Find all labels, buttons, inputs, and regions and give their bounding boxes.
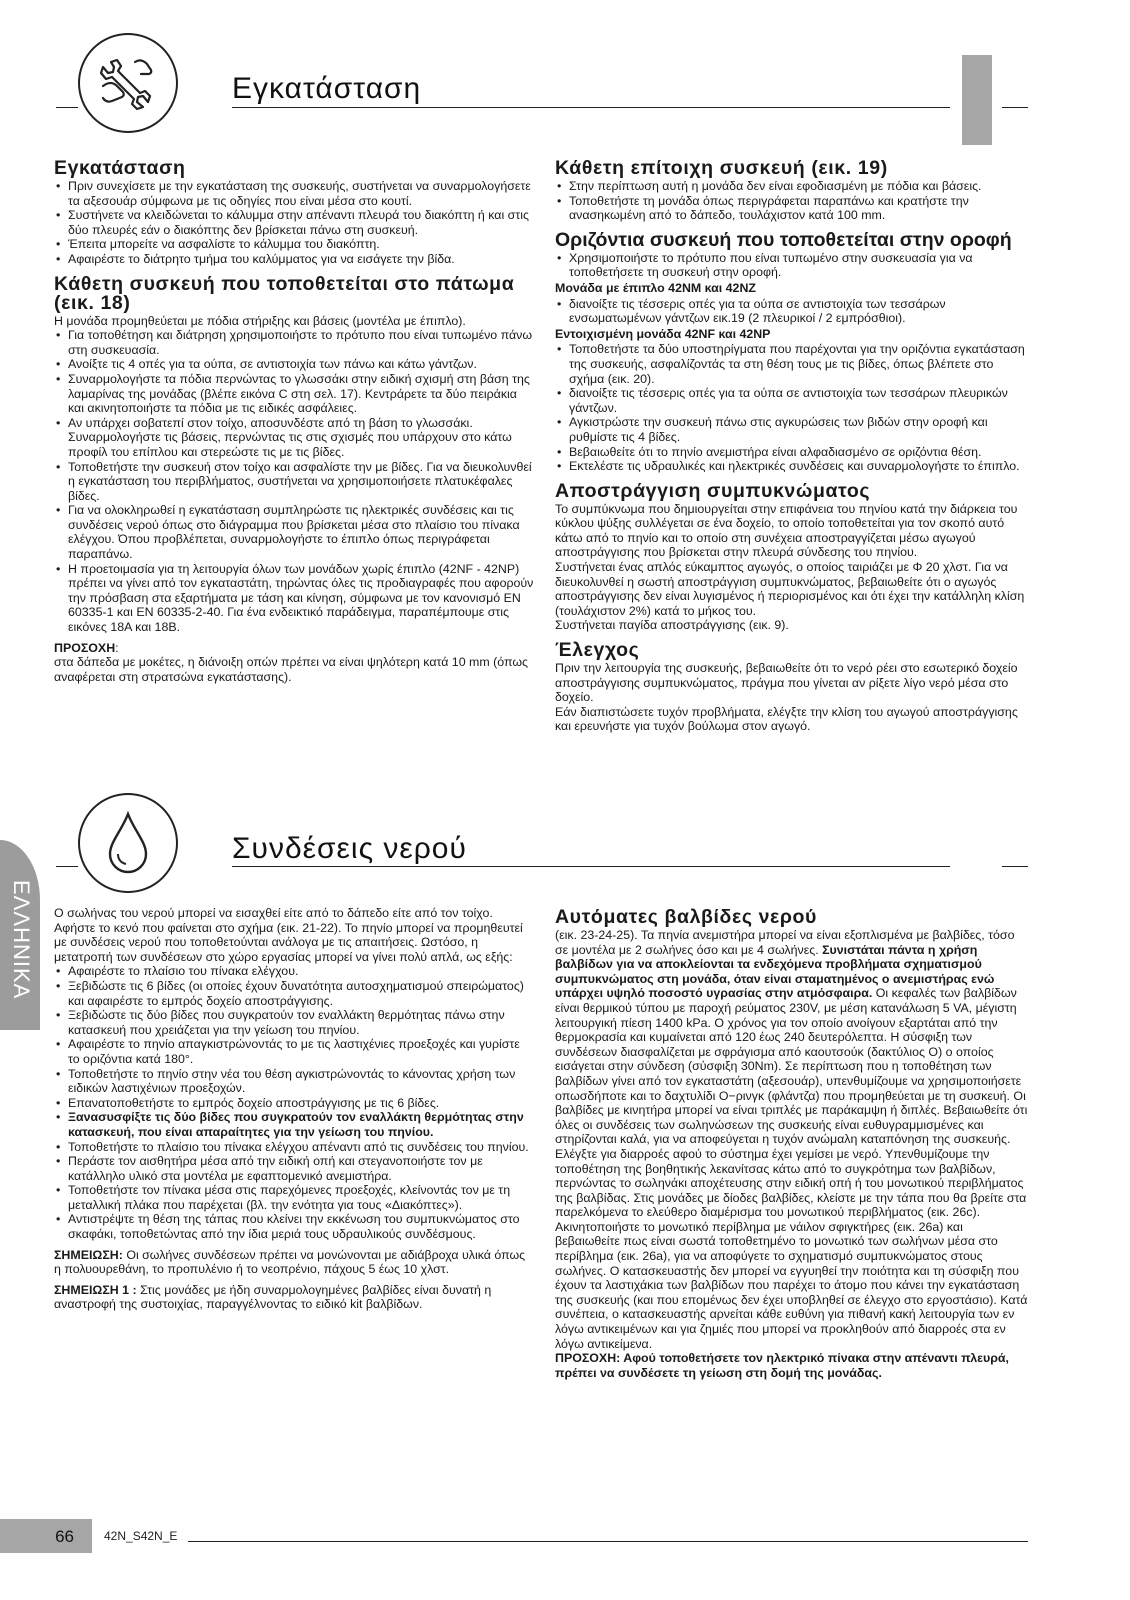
list-item: • Αφαιρέστε το πλαίσιο του πίνακα ελέγχου. (54, 964, 534, 979)
auto-valves-intro: (εικ. 23-24-25). Τα πηνία ανεμιστήρα μπορεί να είναι εξοπλισμένα με βαλβίδες, τόσο σε μοντέλα με 2 σωλήνες όσο και με 4 σωλήνες. (555, 928, 1015, 957)
condensate-drain-text-1: Το συμπύκνωμα που δημιουργείται στην επιφάνεια του πηνίου κατά την διάρκεια του κύκλου ψύξης συλλέγεται σε ένα δοχείο, το οποίο τοποθετείται για τον σκοπό αυτό κάτω από το πηνίο και το οποίο στη συνέχεια αποστραγγίζεται μέσω αγωγού αποστράγγισης που βρίσκεται στην πλευρά σύνδεσης του πηνίου. (555, 501, 1018, 560)
water-left-column (54, 906, 534, 1312)
list-item: • Για να ολοκληρωθεί η εγκατάσταση συμπληρώστε τις ηλεκτρικές συνδέσεις και τις συνδέσεις νερού όπως στο διάγραμμα που βρίσκεται μέσα στο πλαίσιο του πίνακα ελέγχου. Όπου προβλέπεται, συναρμολογήστε το έπιπλο όπως περιγράφεται παραπάνω. (54, 503, 534, 561)
water-right-column (555, 902, 1030, 1380)
ceiling-unit-bullets (555, 251, 1030, 280)
list-item: • διανοίξτε τις τέσσερις οπές για τα ούπα σε αντιστοιχία των τεσσάρων ενσωματωμένων γάντζων εικ.19 (2 πλευρικοί / 2 εμπρόσθιοι). (555, 297, 1030, 326)
cabinet-unit-bullets (555, 297, 1030, 326)
installation-bullets (54, 179, 534, 267)
water-section-title: Συνδέσεις νερού (232, 832, 467, 865)
installation-right-column (555, 153, 1030, 734)
list-item: • Τοποθετήστε το πλαίσιο του πίνακα ελέγχου απέναντι από τις συνδέσεις του πηνίου. (54, 1140, 534, 1155)
floor-unit-bullets (54, 328, 534, 634)
auto-valves-caution-text: ΠΡΟΣΟΧΗ: Αφού τοποθετήσετε τον ηλεκτρικό πίνακα στην απέναντι πλευρά, πρέπει να συνδέσετε τη γείωση στη δομή της μονάδας. (555, 1351, 1009, 1380)
language-side-tab-label: ΕΛΛΗΝΙΚΑ (9, 880, 34, 1000)
wall-unit-bullets (555, 179, 1030, 223)
list-item: • Χρησιμοποιήστε το πρότυπο που είναι τυπωμένο στην συσκευασία για να τοποθετήσετε τη συσκευή στην οροφή. (555, 251, 1030, 280)
water-drop-icon (78, 793, 178, 893)
water-rule-left (56, 866, 78, 867)
floor-unit-heading: Κάθετη συσκευή που τοποθετείται στο πάτωμα (εικ. 18) (54, 272, 515, 314)
list-item: • Για τοποθέτηση και διάτρηση χρησιμοποιήστε το πρότυπο που είναι τυπωμένο πάνω στη συσκευασία. (54, 328, 534, 357)
note-1 (54, 1248, 534, 1277)
header-rule-left (56, 107, 78, 108)
list-item: • Αν υπάρχει σοβατεπί στον τοίχο, αποσυνδέστε από τη βάση το γλωσσάκι. Συναρμολογήστε τις βάσεις, περνώντας τις στις σχισμές που υπάρχουν στο κάτω προφίλ του επίπλου και στερεώστε τις με τις βίδες. (54, 416, 534, 460)
language-side-tab (0, 840, 40, 1030)
header-rule-main (232, 107, 950, 108)
water-rule-main (232, 866, 950, 867)
list-item: • Επανατοποθετήστε το εμπρός δοχείο αποστράγγισης με τις 6 βίδες. (54, 1096, 534, 1111)
list-item: • Τοποθετήστε τη μονάδα όπως περιγράφεται παραπάνω και κρατήστε την ανασηκωμένη από το δάπεδο, τουλάχιστον κατά 100 mm. (555, 194, 1030, 223)
list-item: • Αντιστρέψτε τη θέση της τάπας που κλείνει την εκκένωση του συμπυκνώματος στο σκαφάκι, τοποθετώντας από την ίδια μεριά τους υδραυλικούς συνδέσμους. (54, 1212, 534, 1241)
list-item: • Πριν συνεχίσετε με την εγκατάσταση της συσκευής, συστήνεται να συναρμολογήσετε τα αξεσουάρ σύμφωνα με τις οδηγίες που είναι μέσα στο κουτί. (54, 179, 534, 208)
list-item: • Συναρμολογήστε τα πόδια περνώντας το γλωσσάκι στην ειδική σχισμή στη βάση της λαμαρίνας της μονάδας (βλέπε εικόνα C στη σελ. 17). Κεντράρετε τα δύο πειράκια και ακινητοποιήστε τα πόδια με τις ειδικές ασφάλειες. (54, 372, 534, 416)
floor-unit-intro: Η μονάδα προμηθεύεται με πόδια στήριξης και βάσεις (μοντέλα με έπιπλο). (54, 313, 466, 328)
installation-heading: Εγκατάσταση (54, 157, 186, 179)
check-text-1: Πριν την λειτουργία της συσκευής, βεβαιωθείτε ότι το νερό ρέει στο εσωτερικό δοχείο αποστράγγισης συμπυκνώματος, πράγμα που γίνεται αν ρίξετε λίγο νερό μέσα στο δοχείο. (555, 661, 1018, 705)
header-grey-tab (962, 55, 992, 145)
list-item: • Τοποθετήστε το πηνίο στην νέα του θέση αγκιστρώνοντάς το κάνοντας χρήση των ειδικών λαστιχένιων προεξοχών. (54, 1067, 534, 1096)
footer-page-tab (0, 1519, 92, 1553)
list-item: • Ξεβιδώστε τις δύο βίδες που συγκρατούν τον εναλλάκτη θερμότητας πάνω στην κατασκευή που χρειάζεται για την γείωση του πηνίου. (54, 1008, 534, 1037)
auto-valves-text (555, 928, 1030, 1351)
water-intro: Ο σωλήνας του νερού μπορεί να εισαχθεί είτε από το δάπεδο είτε από τον τοίχο. Αφήστε το κενό που φαίνεται στο σχήμα (εικ. 21-22). Το πηνίο μπορεί να προμηθευτεί με συνδέσεις νερού που τοποθετούνται ανάλογα με τις απαιτήσεις. Ωστόσο, η μετατροπή των συνδέσεων στο χώρο εργασίας μπορεί να γίνει πολύ απλά, ως εξής: (54, 906, 523, 964)
list-item: • Τοποθετήστε τα δύο υποστηρίγματα που παρέχονται για την οριζόντια εγκατάσταση της συσκευής, ασφαλίζοντάς τα στη θέση τους με τις βίδες, όπως βλέπετε στο σχήμα (εικ. 20). (555, 342, 1030, 386)
condensate-drain-heading: Αποστράγγιση συμπυκνώματος (555, 479, 871, 502)
list-item: • Στην περίπτωση αυτή η μονάδα δεν είναι εφοδιασμένη με πόδια και βάσεις. (555, 179, 1030, 194)
doc-code: 42N_S42N_E (104, 1529, 178, 1543)
list-item: • Αφαιρέστε το διάτρητο τμήμα του καλύμματος για να εισάγετε την βίδα. (54, 252, 534, 267)
water-steps-bullets (54, 964, 534, 1241)
auto-valves-caution (555, 1351, 1030, 1380)
check-text-2: Εάν διαπιστώσετε τυχόν προβλήματα, ελέγξτε την κλίση του αγωγού αποστράγγισης και ερευνήστε για τυχόν βούλωμα στον αγωγό. (555, 704, 1018, 734)
list-item: • Εκτελέστε τις υδραυλικές και ηλεκτρικές συνδέσεις και συναρμολογήστε το έπιπλο. (555, 459, 1030, 474)
list-item: • Αφαιρέστε το πηνίο απαγκιστρώνοντάς το με τις λαστιχένιες προεξοχές και γυρίστε το οριζόντια κατά 180°. (54, 1037, 534, 1066)
list-item: • Έπειτα μπορείτε να ασφαλίστε το κάλυμμα του διακόπτη. (54, 237, 534, 252)
note-1-text: Οι σωλήνες συνδέσεων πρέπει να μονώνονται με αδιάβροχα υλικά όπως η πολυουρεθάνη, το προπυλένιο ή το νεοπρένιο, πάχους 5 έως 10 χλστ. (54, 1247, 526, 1277)
list-item: • Η προετοιμασία για τη λειτουργία όλων των μονάδων χωρίς έπιπλο (42NF - 42NP) πρέπει να γίνει από τον εγκαταστάτη, τηρώντας όλες τις προδιαγραφές που αφορούν την πρόσβαση στα εξαρτήματα με τάση και κίνηση, σύμφωνα με τον κανονισμό EN 60335-1 και EN 60335-2-40. Για ένα ενδεικτικό παράδειγμα, παραπέμπουμε στις εικόνες 18A και 18B. (54, 562, 534, 635)
list-item: • Ξεβιδώστε τις 6 βίδες (οι οποίες έχουν δυνατότητα αυτοσχηματισμού σπειρώματος) και αφαιρέστε το εμπρός δοχείο αποστράγγισης. (54, 979, 534, 1008)
wrench-hands-icon (78, 33, 178, 133)
recessed-unit-bullets (555, 342, 1030, 473)
list-item: • Περάστε τον αισθητήρα μέσα από την ειδική οπή και στεγανοποιήστε τον με κατάλληλο υλικό στα μοντέλα με εφαπτομενικό ανεμιστήρα. (54, 1154, 534, 1183)
condensate-drain-text-3: Συστήνεται παγίδα αποστράγγισης (εικ. 9). (555, 618, 789, 633)
check-heading: Έλεγχος (555, 639, 640, 662)
note-2 (54, 1283, 534, 1312)
list-item: • Ανοίξτε τις 4 οπές για τα ούπα, σε αντιστοιχία των πάνω και κάτω γάντζων. (54, 357, 534, 372)
condensate-drain-text-2: Συστήνεται ένας απλός εύκαμπτος αγωγός, ο οποίος ταιριάζει με Φ 20 χλστ. Για να διευκολυνθεί η σωστή αποστράγγιση συμπυκνώματος, βεβαιωθείτε ότι ο αγωγός αποστράγγισης δεν είναι λυγισμένος ή περιορισμένος και ότι έχει την κατάλληλη κλίση (τουλάχιστον 2%) κατά το μήκος του. (555, 560, 1025, 618)
list-item: • Συστήνετε να κλειδώνεται το κάλυμμα στην απέναντι πλευρά του διακόπτη ή και στις δύο πλευρές εάν ο διακόπτης δεν βρίσκεται πάνω στη συσκευή. (54, 208, 534, 237)
list-item-bold (54, 1110, 534, 1139)
list-item: • Βεβαιωθείτε ότι το πηνίο ανεμιστήρα είναι αλφαδιασμένο σε οριζόντια θέση. (555, 445, 1030, 460)
note-1-label: ΣΗΜΕΙΩΣΗ: (54, 1247, 123, 1262)
bold-step-text: Ξανασυσφίξτε τις δύο βίδες που συγκρατούν τον εναλλάκτη θερμότητας στην κατασκευή, που είναι απαραίτητες για την γείωση του πηνίου. (68, 1110, 524, 1139)
list-item: • Τοποθετήστε την συσκευή στον τοίχο και ασφαλίστε την με βίδες. Για να διευκολυνθεί η εγκατάσταση του περιβλήματος, συστήνεται να χρησιμοποιήσετε πλατυκέφαλες βίδες. (54, 460, 534, 504)
cabinet-unit-subheading: Μονάδα με έπιπλο 42NM και 42NZ (555, 280, 756, 295)
note-2-text: Στις μονάδες με ήδη συναρμολογημένες βαλβίδες είναι δυνατή η αναστροφή της συστοιχίας, παραγγέλνοντας το ειδικό kit βαλβίδων. (54, 1282, 492, 1312)
auto-valves-bold: Συνιστάται πάντα η χρήση βαλβίδων για να αποκλείονται τα ενδεχόμενα προβλήματα σχηματισμού συμπυκνώματος στη μονάδα, όταν είναι σταματημένος ο ανεμιστήρας ενώ υπάρχει υψηλό ποσοστό υγρασίας στην ατμόσφαιρα. (555, 942, 995, 1001)
footer-rule (188, 1541, 1028, 1542)
caution-label: ΠΡΟΣΟΧΗ (54, 640, 116, 655)
wall-unit-heading: Κάθετη επίτοιχη συσκευή (εικ. 19) (555, 157, 888, 179)
installation-left-column: Εγκατάσταση • Πριν συνεχίσετε με την εγκατάσταση της συσκευής, συστήνεται να συναρμολογήσετε τα αξεσουάρ σύμφωνα με τις οδηγίες που είναι μέσα στο κουτί. • Συστήνετε να κλειδώνεται το κάλυμμα στην απέναντι πλευρά του διακόπτη ή και στις δύο πλευρές εάν ο διακόπτης δεν βρίσκεται πάνω στη συσκευή. • Έπειτα μπορείτε να ασφαλίστε το κάλυμμα του διακόπτη. • Αφαιρέστε το διάτρητο τμήμα του καλύμματος για να εισάγετε την βίδα. Κάθετη συσκευή που τοποθετείται στο πάτωμα (εικ. 18) Η μονάδα προμηθεύεται με πόδια στήριξης και βάσεις (μοντέλα με έπιπλο). • Για τοποθέτηση και διάτρηση χρησιμοποιήστε το πρότυπο που είναι τυπωμένο πάνω στη συσκευασία. • Ανοίξτε τις 4 οπές για τα ούπα, σε αντιστοιχία των πάνω και κάτω γάντζων. • Συναρμολογήστε τα πόδια περνώντας το γλωσσάκι στην ειδική σχισμή στη βάση της λαμαρίνας της μονάδας (βλέπε εικόνα C στη σελ. 17). Κεντράρετε τα δύο πειράκια και ακινητοποιήστε τα πόδια με τις ειδικές ασφάλειες. • Αν υπάρχει σοβατεπί στον τοίχο, αποσυνδέστε από τη βάση το γλωσσάκι. Συναρμολογήστε τις βάσεις, περνώντας τις στις σχισμές που υπάρχουν στο κάτω προφίλ του επίπλου και στερεώστε τις με τις βίδες. • Τοποθετήστε την συσκευή στον τοίχο και ασφαλίστε την με βίδες. Για να διευκολυνθεί η εγκατάσταση του περιβλήματος, συστήνεται να χρησιμοποιήσετε πλατυκέφαλες βίδες. • Για να ολοκληρωθεί η εγκατάσταση συμπληρώστε τις ηλεκτρικές συνδέσεις και τις συνδέσεις νερού όπως στο διάγραμμα που βρίσκεται μέσα στο πλαίσιο του πίνακα ελέγχου. Όπου προβλέπεται, συναρμολογήστε το έπιπλο όπως περιγράφεται παραπάνω. • Η προετοιμασία για τη λειτουργία όλων των μονάδων χωρίς έπιπλο (42NF - 42NP) πρέπει να γίνει από τον εγκαταστάτη, τηρώντας όλες τις προδιαγραφές που αφορούν την πρόσβαση στα εξαρτήματα με τάση και κίνηση, σύμφωνα με τον κανονισμό EN 60335-1 και EN 60335-2-40. Για ένα ενδεικτικό παράδειγμα, παραπέμπουμε στις εικόνες 18A και 18B. ΠΡΟΣΟΧΗ: στα δάπεδα με μοκέτες, η διάνοιξη οπών πρέπει να είναι ψηλότερη κατά 10 mm (όπως αναφέρεται στη στρατσώνα εγκατάστασης). (54, 153, 534, 684)
header-rule-right (1002, 107, 1028, 108)
water-rule-right (1002, 866, 1028, 867)
note-2-label: ΣΗΜΕΙΩΣΗ 1 : (54, 1282, 137, 1297)
list-item: • Τοποθετήστε τον πίνακα μέσα στις παρεχόμενες προεξοχές, κλείνοντάς τον με τη μεταλλική πλάκα που παρέχεται (βλ. την ενότητα για τους «Διακόπτες»). (54, 1183, 534, 1212)
list-item: • Αγκιστρώστε την συσκευή πάνω στις αγκυρώσεις των βιδών στην οροφή και ρυθμίστε τις 4 βίδες. (555, 415, 1030, 444)
installation-section-title: Εγκατάσταση (232, 72, 422, 105)
list-item: • διανοίξτε τις τέσσερις οπές για τα ούπα σε αντιστοιχία των τεσσάρων πλευρικών γάντζων. (555, 386, 1030, 415)
auto-valves-body: Οι κεφαλές των βαλβίδων είναι θερμικού τύπου με παροχή ρεύματος 230V, με μέση κατανάλωση 5 VA, μέγιστη λειτουργική πίεση 1400 kPa. Ο χρόνος για τον οποίο ανοίγουν εξαρτάται από την θερμοκρασία και κυμαίνεται από 120 έως 240 δευτερόλεπτα. Η σύσφιξη των συνδέσεων διασφαλίζεται με σφράγισμα από καουτσούκ (δακτύλιος O) ο οποίος εισάγεται στην σύνδεση (σύσφιξη 30Nm). Σε περίπτωση που η τοποθέτηση των βαλβίδων γίνει από τον εγκαταστάτη (αξεσουάρ), υπενθυμίζουμε να χρησιμοποιήσετε οπωσδήποτε και το δαχτυλίδι O−ρινγκ (φλάντζα) που προμηθεύεται με τη συσκευή. Οι βαλβίδες με κινητήρα μπορεί να είναι τριπλές με παράκαμψη ή διπλές. Βεβαιωθείτε ότι όλες οι συνδέσεις των σωληνώσεων της συσκευής είναι ευθυγραμμισμένες και στηρίζονται καλά, για να αποφεύγεται η τυχόν ανώμαλη καταπόνηση της συσκευής. Ελέγξτε για διαρροές αφού το σύστημα έχει γεμίσει με νερό. Υπενθυμίζουμε την τοποθέτηση της βοηθητικής λεκανίτσας κάτω από το συγκρότημα των βαλβίδων, περνώντας το σωληνάκι αποχέτευσης στην ειδική οπή ή του μονωτικού περιβλήματος της βαλβίδας. Στις μονάδες με δίοδες βαλβίδες, κλείστε με την τάπα που θα βρείτε στα παρελκόμενα το ελεύθερο διαμέρισμα του μονωτικού περιβλήματος (εικ. 26c). Ακινητοποιήστε το μονωτικό περίβλημα με νάιλον σφιγκτήρες (εικ. 26a) και βεβαιωθείτε πως είναι σωστά τοποθετημένο το μονωτικό των σωλήνων μέσα στο περίβλημα (εικ. 26a), για να αποφύγετε το σχηματισμό συμπυκνώματος στους σωλήνες. Ο κατασκευαστής δεν μπορεί να εγγυηθεί την ποιότητα και τη σύσφιξη που έχουν τα λαστιχάκια των βαλβίδων που παρέχει το άτομο που κάνει την εγκατάσταση της συσκευής (και που επομένως δεν έχει υποβληθεί σε έλεγχο στο εργοστάσιο). Κατά συνέπεια, ο κατασκευαστής αρνείται κάθε ευθύνη για πιθανή κακή λειτουργία των εν λόγω αντικειμένων και για ζημιές που μπορεί να προκληθούν από διαρροές στα εν λόγω αντικείμενα. (555, 986, 1028, 1351)
caution-text: στα δάπεδα με μοκέτες, η διάνοιξη οπών πρέπει να είναι ψηλότερη κατά 10 mm (όπως αναφέρεται στη στρατσώνα εγκατάστασης). (54, 655, 528, 684)
auto-valves-heading: Αυτόματες βαλβίδες νερού (555, 906, 817, 928)
page-number: 66 (55, 1527, 74, 1546)
recessed-unit-subheading: Εντοιχισμένη μονάδα 42NF και 42NP (555, 326, 771, 341)
ceiling-unit-heading: Οριζόντια συσκευή που τοποθετείται στην οροφή (555, 228, 1012, 251)
